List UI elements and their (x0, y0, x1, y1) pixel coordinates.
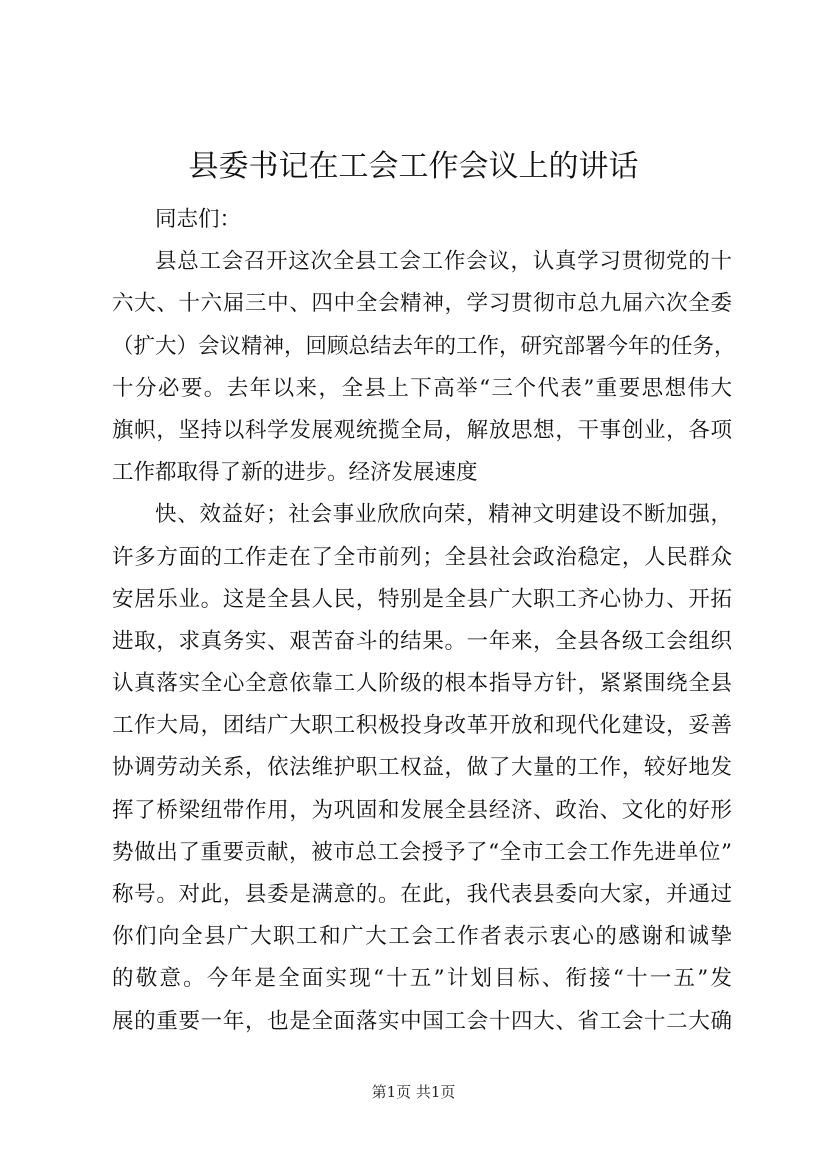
body-line: 展的重要一年，也是全面落实中国工会十四大、省工会十二大确 (112, 1008, 732, 1034)
document-body (112, 199, 736, 1043)
body-line: 旗帜，坚持以科学发展观统揽全局，解放思想，干事创业，各项 (112, 417, 732, 443)
body-line: 挥了桥梁纽带作用，为巩固和发展全县经济、政治、文化的好形 (112, 797, 732, 823)
body-line: 六大、十六届三中、四中全会精神，学习贯彻市总九届六次全委 (112, 291, 732, 317)
body-line: 工作都取得了新的进步。经济发展速度 (112, 460, 478, 486)
body-line: 快、效益好；社会事业欣欣向荣，精神文明建设不断加强， (155, 502, 732, 528)
body-line: 安居乐业。这是全县人民，特别是全县广大职工齐心协力、开拓 (112, 586, 732, 612)
body-line: 你们向全县广大职工和广大工会工作者表示衷心的感谢和诚挚 (112, 924, 732, 950)
body-line: 认真落实全心全意依靠工人阶级的根本指导方针，紧紧围绕全县 (112, 671, 732, 697)
body-line: 进取，求真务实、艰苦奋斗的结果。一年来，全县各级工会组织 (112, 628, 732, 654)
page-number-footer: 第1页 共1页 (371, 1083, 456, 1101)
body-line: 的敬意。今年是全面实现“十五”计划目标、衔接“十一五”发 (112, 966, 732, 992)
body-line: 十分必要。去年以来，全县上下高举“三个代表”重要思想伟大 (112, 375, 732, 401)
body-line: 县总工会召开这次全县工会工作会议，认真学习贯彻党的十 (155, 249, 732, 275)
body-line: 协调劳动关系，依法维护职工权益，做了大量的工作，较好地发 (112, 755, 732, 781)
document-title: 县委书记在工会工作会议上的讲话 (188, 149, 639, 184)
body-line: （扩大）会议精神，回顾总结去年的工作，研究部署今年的任务， (112, 333, 736, 359)
body-line: 势做出了重要贡献，被市总工会授予了“全市工会工作先进单位” (112, 839, 732, 865)
body-line: 称号。对此，县委是满意的。在此，我代表县委向大家，并通过 (112, 882, 732, 907)
body-line: 工作大局，团结广大职工积极投身改革开放和现代化建设，妥善 (112, 713, 732, 739)
salutation-line: 同志们： (155, 207, 242, 232)
body-line: 许多方面的工作走在了全市前列；全县社会政治稳定，人民群众 (112, 544, 732, 570)
